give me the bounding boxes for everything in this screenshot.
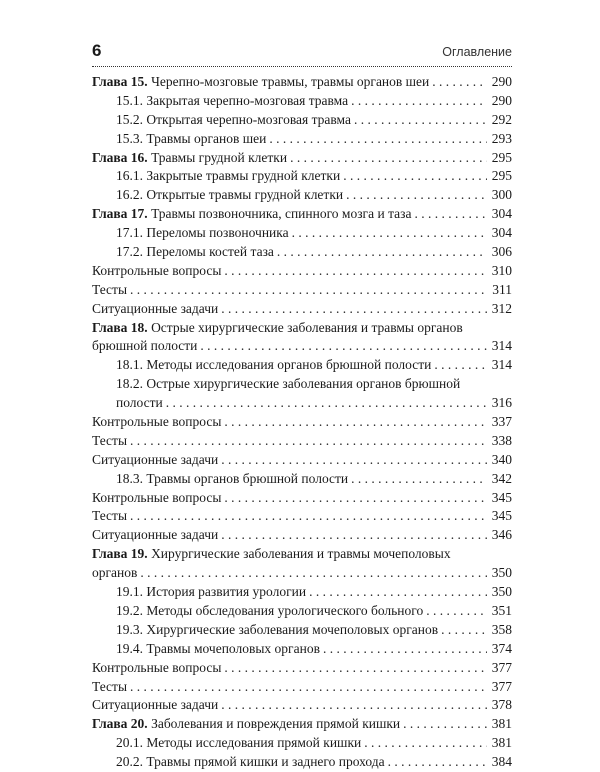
toc-page-number: 346 — [491, 527, 512, 543]
toc-entry-first-line — [92, 545, 512, 564]
dot-leader — [224, 262, 487, 281]
toc-page-number: 290 — [491, 74, 512, 89]
dot-leader — [403, 715, 487, 734]
toc-entry-title: Тесты — [92, 432, 128, 448]
dot-leader — [130, 432, 487, 451]
dot-leader — [354, 111, 487, 130]
toc-entry-title: Контрольные вопросы — [92, 659, 222, 675]
toc-entry — [92, 753, 512, 772]
toc-entry-title: Контрольные вопросы — [92, 489, 222, 505]
toc-entry — [92, 489, 512, 508]
toc-entry-title: 19.1. История развития урологии — [116, 584, 307, 600]
toc-entry — [92, 262, 512, 281]
toc-page-number: 374 — [491, 640, 512, 656]
toc-entry-title: Тесты — [92, 281, 128, 297]
toc-page-number: 306 — [491, 244, 512, 260]
toc-entry — [92, 186, 512, 205]
toc-entry-title: Хирургические заболевания и травмы мочеполовых — [151, 546, 451, 562]
chapter-label: Глава 17. — [92, 206, 148, 222]
toc-entry — [92, 640, 512, 659]
dot-leader — [351, 470, 487, 489]
toc-entry — [92, 734, 512, 753]
dot-leader — [224, 413, 487, 432]
toc-page-number: 337 — [491, 414, 512, 430]
toc-entry-text — [92, 678, 127, 697]
toc-page-number: 345 — [491, 489, 512, 505]
toc-page-number: 338 — [491, 432, 512, 448]
dot-leader — [221, 451, 487, 470]
toc-entry — [92, 696, 512, 715]
toc-entry-continuation: брюшной полости — [92, 338, 198, 354]
toc-entry-title: 15.3. Травмы органов шеи — [116, 130, 267, 146]
toc-entry-text — [116, 640, 320, 659]
toc-page-number: 377 — [491, 678, 512, 694]
toc-page-number: 295 — [491, 168, 512, 184]
toc-page-number: 384 — [491, 754, 512, 770]
toc-entry-text — [116, 224, 289, 243]
dot-leader — [166, 394, 487, 413]
toc-entry-text — [92, 337, 197, 356]
dot-leader — [343, 167, 487, 186]
toc-entry — [92, 413, 512, 432]
dot-leader — [441, 621, 487, 640]
dot-leader — [388, 753, 487, 772]
dot-leader — [364, 734, 487, 753]
chapter-label: Глава 15. — [92, 74, 148, 89]
toc-entry — [92, 678, 512, 697]
toc-page-number: 350 — [491, 584, 512, 600]
toc-page-number: 351 — [491, 602, 512, 618]
toc-entry-text — [92, 300, 218, 319]
toc-entry — [92, 564, 512, 583]
toc-page-number: 378 — [491, 697, 512, 713]
toc-entry-text — [116, 356, 431, 375]
toc-entry-title: 20.1. Методы исследования прямой кишки — [116, 735, 362, 751]
toc-page-number: 292 — [491, 111, 512, 127]
toc-entry — [92, 470, 512, 489]
toc-page-number: 311 — [492, 281, 512, 297]
toc-entry-text — [92, 205, 411, 224]
toc-entry-title: Ситуационные задачи — [92, 527, 219, 543]
dot-leader — [140, 564, 487, 583]
toc-entry-title: 18.2. Острые хирургические заболевания органов брюшной — [116, 376, 461, 392]
toc-page-number: 345 — [491, 508, 512, 524]
toc-entry — [92, 394, 512, 413]
toc-entry-text — [92, 149, 287, 168]
dot-leader — [426, 602, 487, 621]
chapter-label: Глава 16. — [92, 149, 148, 165]
toc-entry-title: 16.2. Открытые травмы грудной клетки — [116, 187, 344, 203]
toc-entry-title: Черепно-мозговые травмы, травмы органов шеи — [151, 74, 430, 89]
toc-entry-title: 17.2. Переломы костей таза — [116, 244, 274, 260]
toc-entry — [92, 224, 512, 243]
toc-page-number: 293 — [491, 130, 512, 146]
toc-page-number: 381 — [491, 735, 512, 751]
dot-leader — [277, 243, 487, 262]
toc-entry-title: 19.2. Методы обследования урологического больного — [116, 602, 424, 618]
toc-entry-title: Травмы грудной клетки — [151, 149, 288, 165]
toc-entry-text — [116, 186, 343, 205]
document-page — [92, 40, 512, 772]
toc-entry-text — [92, 564, 137, 583]
toc-entry-title: 20.2. Травмы прямой кишки и заднего прохода — [116, 754, 385, 770]
dot-leader — [434, 356, 487, 375]
toc-entry-text — [92, 73, 429, 92]
toc-entry-continuation: полости — [116, 395, 163, 411]
toc-entry — [92, 659, 512, 678]
toc-entry-title: Ситуационные задачи — [92, 697, 219, 713]
toc-entry — [92, 149, 512, 168]
toc-entry — [92, 300, 512, 319]
dot-leader — [323, 640, 487, 659]
toc-page-number: 381 — [491, 716, 512, 732]
toc-entry-text — [92, 281, 127, 300]
toc-entry-title: 19.3. Хирургические заболевания мочеполовых органов — [116, 621, 439, 637]
toc-entry — [92, 73, 512, 92]
toc-entry-text — [116, 734, 361, 753]
toc-entry-text — [116, 583, 306, 602]
toc-entry-text — [92, 451, 218, 470]
dot-leader — [351, 92, 487, 111]
toc-entry-text — [92, 659, 221, 678]
toc-page-number: 310 — [491, 262, 512, 278]
dot-leader — [309, 583, 487, 602]
toc-entry — [92, 92, 512, 111]
toc-entry-title: Контрольные вопросы — [92, 262, 222, 278]
chapter-label: Глава 19. — [92, 546, 148, 562]
toc-page-number: 314 — [491, 338, 512, 354]
toc-page-number: 300 — [491, 187, 512, 203]
toc-entry-first-line — [92, 319, 512, 338]
table-of-contents — [92, 73, 512, 772]
toc-page-number: 316 — [491, 395, 512, 411]
dot-leader — [224, 489, 487, 508]
toc-entry-title: Острые хирургические заболевания и травмы органов — [151, 319, 463, 335]
toc-entry — [92, 281, 512, 300]
header-divider — [92, 66, 512, 67]
toc-entry-title: 17.1. Переломы позвоночника — [116, 225, 289, 241]
dot-leader — [130, 281, 487, 300]
dot-leader — [130, 678, 487, 697]
toc-entry — [92, 337, 512, 356]
toc-entry-text — [116, 92, 348, 111]
toc-entry-text — [116, 130, 266, 149]
dot-leader — [346, 186, 487, 205]
toc-entry-first-line — [92, 375, 512, 394]
chapter-label: Глава 18. — [92, 319, 148, 335]
dot-leader — [269, 130, 487, 149]
toc-entry-title: 19.4. Травмы мочеполовых органов — [116, 640, 320, 656]
toc-page-number: 304 — [491, 206, 512, 222]
toc-entry-title: Заболевания и повреждения прямой кишки — [151, 716, 401, 732]
toc-entry — [92, 432, 512, 451]
dot-leader — [432, 73, 487, 92]
toc-entry-text — [116, 753, 385, 772]
toc-page-number: 295 — [491, 149, 512, 165]
toc-entry-title: 15.2. Открытая черепно-мозговая травма — [116, 111, 352, 127]
toc-entry-continuation: органов — [92, 565, 138, 581]
toc-entry-text — [92, 507, 127, 526]
toc-entry-title: Ситуационные задачи — [92, 451, 219, 467]
dot-leader — [130, 507, 487, 526]
toc-entry — [92, 111, 512, 130]
toc-entry-title: 18.1. Методы исследования органов брюшной полости — [116, 357, 432, 373]
dot-leader — [221, 300, 487, 319]
toc-entry-text — [116, 602, 423, 621]
toc-entry — [92, 621, 512, 640]
running-section-title: Оглавление — [442, 45, 512, 59]
toc-page-number: 342 — [491, 470, 512, 486]
dot-leader — [200, 337, 487, 356]
dot-leader — [221, 696, 487, 715]
toc-page-number: 304 — [491, 225, 512, 241]
toc-entry — [92, 167, 512, 186]
toc-entry — [92, 356, 512, 375]
toc-entry-title: 16.1. Закрытые травмы грудной клетки — [116, 168, 341, 184]
toc-entry-title: Ситуационные задачи — [92, 300, 219, 316]
toc-page-number: 350 — [491, 565, 512, 581]
toc-entry-title: 18.3. Травмы органов брюшной полости — [116, 470, 349, 486]
toc-entry — [92, 243, 512, 262]
toc-entry-text — [92, 413, 221, 432]
toc-entry — [92, 130, 512, 149]
toc-entry-title: 15.1. Закрытая черепно-мозговая травма — [116, 92, 349, 108]
chapter-label: Глава 20. — [92, 716, 148, 732]
toc-page-number: 340 — [491, 451, 512, 467]
toc-page-number: 290 — [491, 92, 512, 108]
toc-entry-text — [116, 167, 340, 186]
toc-page-number: 377 — [491, 659, 512, 675]
toc-entry-text — [92, 432, 127, 451]
toc-entry — [92, 507, 512, 526]
dot-leader — [414, 205, 487, 224]
toc-entry-text — [92, 489, 221, 508]
toc-entry-text — [116, 470, 348, 489]
toc-entry — [92, 526, 512, 545]
toc-entry — [92, 205, 512, 224]
dot-leader — [221, 526, 487, 545]
toc-page-number: 312 — [491, 300, 512, 316]
toc-entry-title: Тесты — [92, 678, 128, 694]
toc-entry-text — [116, 243, 274, 262]
dot-leader — [290, 149, 487, 168]
toc-entry-title: Тесты — [92, 508, 128, 524]
toc-entry-text — [116, 621, 438, 640]
toc-entry-text — [116, 394, 163, 413]
toc-entry-title: Контрольные вопросы — [92, 414, 222, 430]
toc-entry-text — [92, 696, 218, 715]
toc-entry-text — [116, 111, 351, 130]
toc-page-number: 358 — [491, 621, 512, 637]
toc-entry — [92, 583, 512, 602]
toc-entry — [92, 715, 512, 734]
toc-entry — [92, 451, 512, 470]
toc-entry — [92, 602, 512, 621]
dot-leader — [292, 224, 487, 243]
toc-entry-title: Травмы позвоночника, спинного мозга и таза — [151, 206, 412, 222]
toc-page-number: 314 — [491, 357, 512, 373]
toc-entry-text — [92, 262, 221, 281]
toc-entry-text — [92, 526, 218, 545]
page-number: 6 — [92, 41, 102, 60]
toc-entry-text — [92, 715, 400, 734]
running-header — [92, 40, 512, 66]
dot-leader — [224, 659, 487, 678]
